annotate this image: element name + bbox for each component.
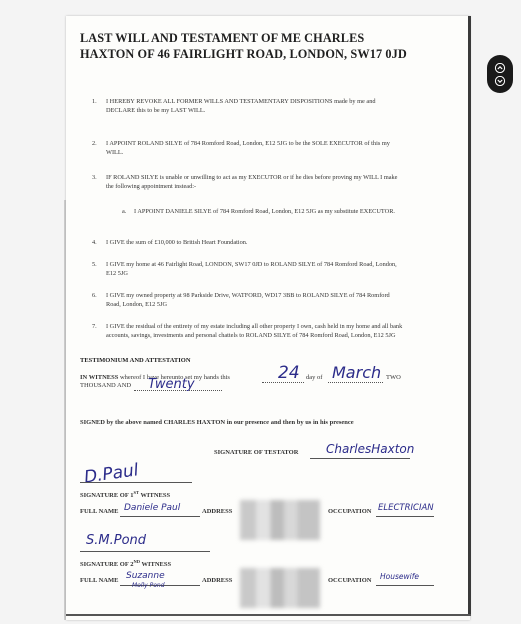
witness2-full-name-label: FULL NAME [80,577,119,584]
testator-signature-label: SIGNATURE OF TESTATOR [214,449,299,456]
witness2-full-name-second-line: Molly Pond [132,582,165,589]
witness2-signature-label [80,558,171,570]
witness2-address-label: ADDRESS [202,577,233,584]
witness2-address-redacted [240,568,320,608]
clause-text: I APPOINT DANIELE SILYE of 784 Romford Road, London, E12 5JG as my substitute EXECUTOR. [134,208,395,215]
year-handwritten: Twenty [148,377,195,392]
clause-text: IF ROLAND SILYE is unable or unwilling to act as my EXECUTOR or if he dies before proving my WILL I make the following appointment instead:- [106,174,398,190]
clause-number: 4. [92,239,97,246]
scroll-up-down-button[interactable] [487,55,513,93]
witness1-occupation: ELECTRICIAN [378,503,434,513]
witness1-name-line [120,516,200,517]
will-document-page [66,16,470,620]
witness1-occupation-label: OCCUPATION [328,508,372,515]
clause-text: I GIVE my home at 46 Fairlight Road, LONDON, SW17 0JD to ROLAND SILYE of 784 Romford Road, London, E12 5JG [106,261,397,277]
testimonium-heading: TESTIMONIUM AND ATTESTATION [80,357,191,364]
witness1-full-name: Daniele Paul [124,503,181,513]
chevron-up-icon[interactable] [494,63,506,73]
page-edge-bottom [66,614,471,616]
witness1-address-label: ADDRESS [202,508,233,515]
day-handwritten: 24 [278,363,300,383]
witness1-full-name-label: FULL NAME [80,508,119,515]
label-part: SIGNATURE OF 2 [80,561,134,569]
document-title: LAST WILL AND TESTAMENT OF ME CHARLES HAXTON OF 46 FAIRLIGHT ROAD, LONDON, SW17 0JD [80,31,407,61]
witness1-signature-label [80,489,170,501]
clause-number: a. [122,208,127,215]
witness2-signature-line [80,551,210,552]
label-part: SIGNATURE OF 1 [80,492,134,500]
label-ordinal: ST [133,490,139,495]
witness2-occupation-line [376,585,434,586]
clause-text: I HEREBY REVOKE ALL FORMER WILLS AND TESTAMENTARY DISPOSITIONS made by me and DECLARE this to be my LAST WILL. [106,98,376,114]
clause-number: 2. [92,140,97,147]
clause-text: I GIVE the sum of £10,000 to British Heart Foundation. [106,239,248,246]
clause-number: 3. [92,174,97,181]
clause-number: 5. [92,261,97,268]
month-blank [328,382,383,383]
witness1-signature: D.Paul [82,460,140,488]
month-handwritten: March [332,363,382,382]
clause-number: 6. [92,292,97,299]
label-ordinal: ND [133,559,140,564]
clause-number: 1. [92,98,97,105]
witness2-occupation-label: OCCUPATION [328,577,372,584]
testator-signature-line [310,458,410,459]
witness1-signature-line [80,482,192,483]
clause-text: I GIVE my owned property at 98 Parkside Drive, WATFORD, WD17 3BB to ROLAND SILYE of 784 Romford Road, London, E12 5JG [106,292,390,308]
witness2-occupation: Housewife [380,572,419,581]
chevron-down-icon[interactable] [494,76,506,86]
witness2-full-name: Suzanne [126,571,165,581]
testator-signature: CharlesHaxton [326,442,415,456]
two-label: TWO [386,374,401,381]
thousand-and-label: THOUSAND AND [80,382,132,389]
clause-number: 7. [92,323,97,330]
witness-text: whereof I have hereunto set my hands this [119,374,230,381]
label-part: WITNESS [138,492,171,500]
signed-presence-text: SIGNED by the above named CHARLES HAXTON in our presence and then by us in his presence [80,419,354,426]
clause-text: I GIVE the residual of the entirety of my estate including all other property I own, cash held in my home and all bank accounts, savings, investments and personal chattels to ROLAND SILYE of 784 Romford Road, London, E12 5JG [106,323,403,339]
witness1-address-redacted [240,500,320,540]
page-edge-right [468,16,471,616]
witness2-signature: S.M.Pond [86,533,147,548]
in-witness-label: IN WITNESS [80,374,119,381]
clause-text: I APPOINT ROLAND SILYE of 784 Romford Road, London, E12 5JG to be the SOLE EXECUTOR of this my WILL. [106,140,390,156]
day-of-label: day of [306,374,323,381]
witness1-occupation-line [376,516,434,517]
label-part: WITNESS [139,561,172,569]
